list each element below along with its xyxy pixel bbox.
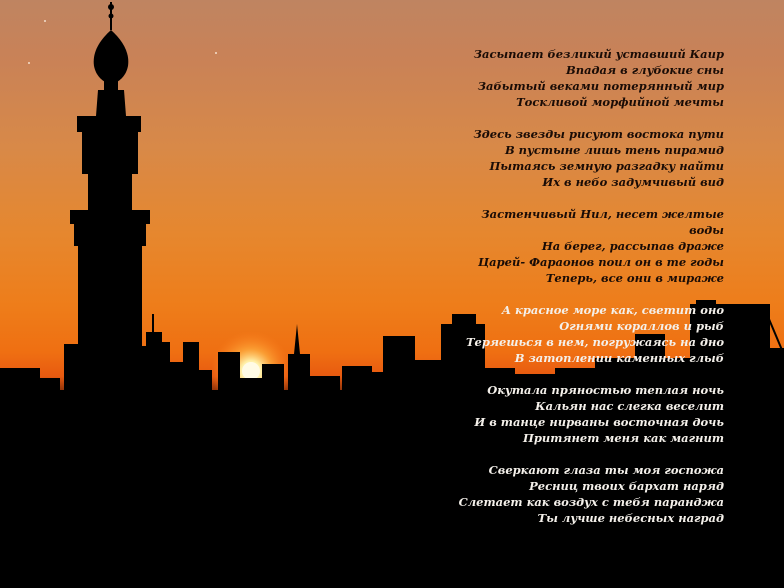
poem-stanza-6 xyxy=(394,462,724,526)
poem-line: Огнями кораллов и рыб xyxy=(559,319,724,333)
poem-line: Теряешься в нем, погружаясь на дно xyxy=(465,335,724,349)
poem-line: Засыпает безликий уставший Каир xyxy=(473,47,724,61)
poem-line: Царей- Фараонов поил он в те годы xyxy=(478,255,724,269)
poem-stanza-4 xyxy=(394,302,724,366)
poem-line: На берег, рассыпав драже xyxy=(541,239,724,253)
poem-stanza-2 xyxy=(394,126,724,190)
poem-line: Здесь звезды рисуют востока пути xyxy=(473,127,724,141)
poem-line: Теперь, все они в мираже xyxy=(545,271,724,285)
poem-text xyxy=(394,46,724,542)
poem-line: Ресниц твоих бархат наряд xyxy=(529,479,724,493)
poem-line: Их в небо задумчивый вид xyxy=(542,175,724,189)
poem-stanza-3 xyxy=(394,206,724,286)
poem-line: И в танце нирваны восточная дочь xyxy=(474,415,724,429)
poem-line: Застенчивый Нил, несет желтые xyxy=(481,207,724,221)
poem-line: Ты лучше небесных наград xyxy=(537,511,724,525)
poem-line: В затоплении каменных глыб xyxy=(514,351,724,365)
poem-line: Впадая в глубокие сны xyxy=(566,63,724,77)
poem-line: А красное море как, светит оно xyxy=(501,303,724,317)
minaret-silhouette xyxy=(64,2,162,408)
poem-line: Слетает как воздух с тебя паранджа xyxy=(458,495,724,509)
poem-stanza-5 xyxy=(394,382,724,446)
poem-line: Тоскливой морфийной мечты xyxy=(516,95,724,109)
poem-line: Пытаясь земную разгадку найти xyxy=(489,159,724,173)
poem-stanza-1 xyxy=(394,46,724,110)
poem-line: В пустыне лишь тень пирамид xyxy=(504,143,724,157)
poem-line: Сверкают глаза ты моя госпожа xyxy=(488,463,724,477)
poem-line: Забытый веками потерянный мир xyxy=(477,79,724,93)
poem-line: Кальян нас слегка веселит xyxy=(535,399,724,413)
poem-line: Окутала пряностью теплая ночь xyxy=(487,383,724,397)
poem-line: воды xyxy=(689,223,724,237)
poem-line: Притянет меня как магнит xyxy=(522,431,724,445)
sun xyxy=(242,362,260,380)
